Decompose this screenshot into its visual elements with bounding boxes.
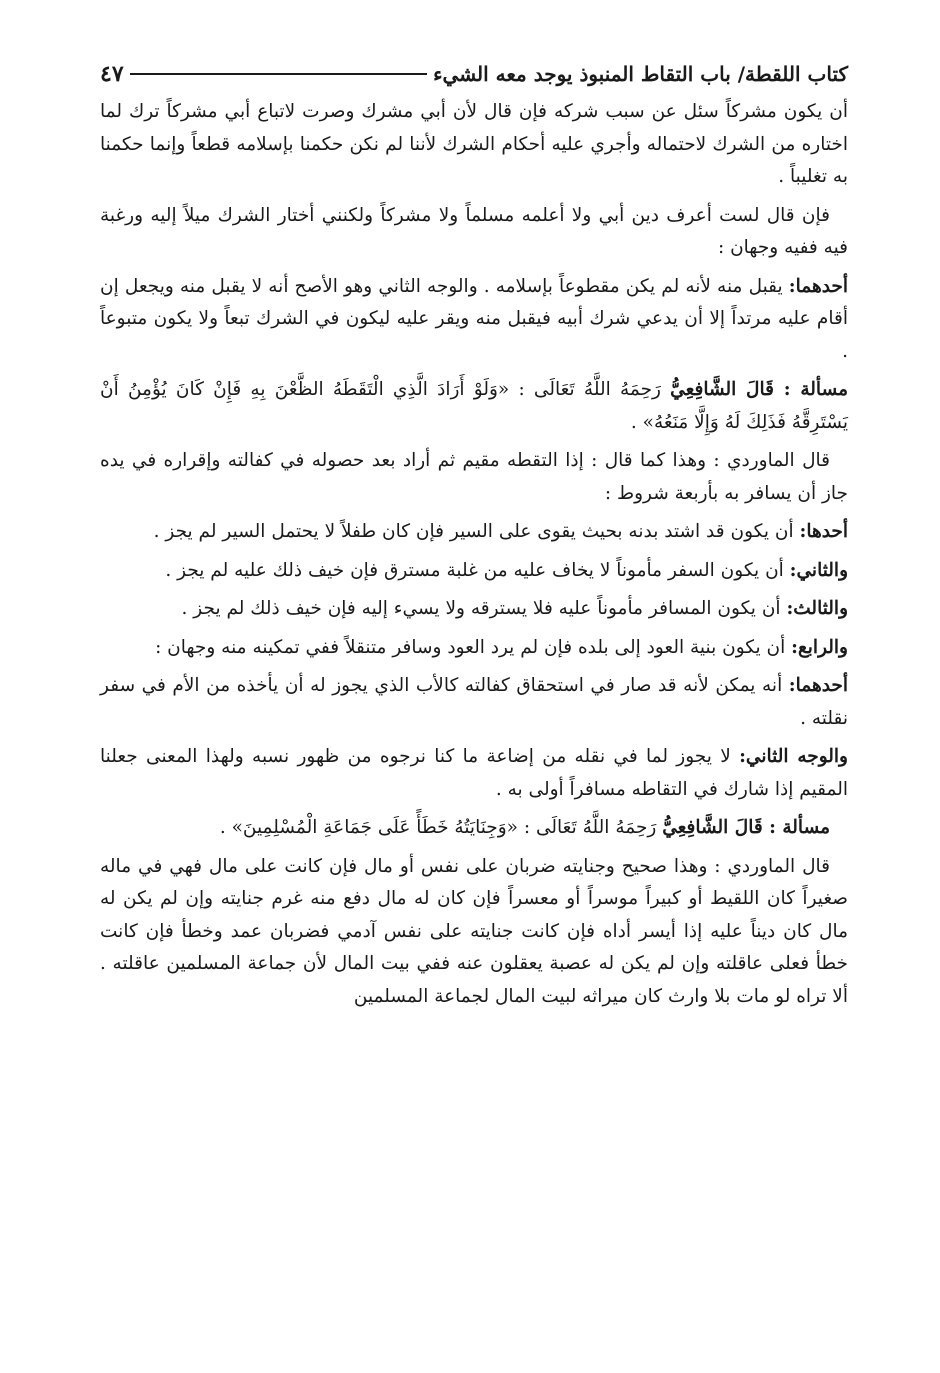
paragraph [100, 445, 848, 510]
paragraph-lead: والثاني: [789, 559, 848, 581]
paragraph [100, 851, 848, 1014]
paragraph-text: أن يكون المسافر مأموناً عليه فلا يسترقه ولا يسيء إليه فإن خيف ذلك لم يجز . [181, 598, 787, 619]
paragraph-text: فإن قال لست أعرف دين أبي ولا أعلمه مسلماً ولا مشركاً ولكنني أختار الشرك ميلاً إليه ورغبة فيه ففيه وجهان : [100, 204, 848, 258]
paragraph [100, 96, 848, 194]
paragraph-text: رَحِمَهُ اللَّهُ تَعَالَى : «وَجِنَايَتُهُ خَطَأً عَلَى جَمَاعَةِ الْمُسْلِمِينَ» . [219, 817, 663, 838]
masala-paragraph [100, 374, 848, 439]
paragraph [100, 555, 848, 588]
paragraph [100, 271, 848, 369]
running-header [100, 52, 848, 96]
paragraph-text: لا يجوز لما في نقله من إضاعة ما كنا نرجوه من ظهور نسبه ولهذا المعنى جعلنا المقيم إذا شارك في التقاطه مسافراً أولى به . [100, 746, 848, 800]
paragraph-lead: والثالث: [786, 598, 848, 619]
paragraph [100, 670, 848, 735]
paragraph-lead: أحدهما: [788, 275, 848, 297]
paragraph-text: قال الماوردي : وهذا كما قال : إذا التقطه مقيم ثم أراد بعد حصوله في كفالته وإقراره في يده جاز أن يسافر به بأربعة شروط : [100, 450, 848, 504]
paragraph-lead: مسألة : قَالَ الشَّافِعِيُّ [662, 817, 830, 838]
paragraph [100, 632, 848, 665]
paragraph [100, 200, 848, 265]
paragraph-lead: أحدها: [799, 521, 848, 542]
book-page [100, 52, 848, 1019]
header-title: كتاب اللقطة/ باب التقاط المنبوذ يوجد معه الشيء [433, 62, 848, 86]
paragraph-text: رَحِمَهُ اللَّهُ تَعَالَى : «وَلَوْ أَرَادَ الَّذِي الْتَقَطَهُ الظَّعْنَ بِهِ فَإِنْ كَانَ يُؤْمِنُ أَنْ يَسْتَرِقَّهُ فَذَلِكَ لَهُ وَإِلَّا مَنَعُهُ» . [100, 379, 848, 433]
page-body [100, 96, 848, 1013]
paragraph-text: أنه يمكن لأنه قد صار في استحقاق كفالته كالأب الذي يجوز له أن يأخذه من الأم في سفر نقلته . [100, 675, 848, 729]
header-rule [130, 73, 428, 75]
paragraph-lead: أحدهما: [788, 675, 848, 696]
paragraph-text: يقبل منه لأنه لم يكن مقطوعاً بإسلامه . والوجه الثاني وهو الأصح أنه لا يقبل منه ويجعل إن أقام عليه مرتداً إلا أن يدعي شرك أبيه فيقبل منه ويقر عليه ليكون في الشرك تبعاً ولا يكون متبوعاً . [100, 275, 848, 362]
paragraph-text: أن يكون مشركاً سئل عن سبب شركه فإن قال لأن أبي مشرك وصرت لاتباع أبي مشركاً ترك لما اختاره من الشرك لاحتماله وأجري عليه أحكام الشرك لأننا لم نكن حكمنا بإسلامه قطعاً وإنما حكمنا به تغليباً . [100, 101, 848, 187]
masala-paragraph [100, 812, 848, 845]
paragraph [100, 741, 848, 806]
paragraph [100, 593, 848, 626]
paragraph-text: أن يكون السفر مأموناً لا يخاف عليه من غلبة مسترق فإن خيف ذلك عليه لم يجز . [165, 559, 790, 581]
paragraph-lead: والرابع: [791, 636, 848, 658]
paragraph-lead: والوجه الثاني: [739, 746, 848, 767]
paragraph-text: أن يكون بنية العود إلى بلده فإن لم يرد العود وسافر متنقلاً ففي تمكينه منه وجهان : [155, 636, 792, 658]
paragraph [100, 516, 848, 549]
paragraph-text: أن يكون قد اشتد بدنه بحيث يقوى على السير فإن كان طفلاً لا يحتمل السير لم يجز . [153, 521, 800, 542]
paragraph-lead: مسألة : قَالَ الشَّافِعِيُّ [670, 379, 848, 400]
paragraph-text: قال الماوردي : وهذا صحيح وجنايته ضربان على نفس أو مال فإن كانت على مال فهي في ماله صغيراً كان اللقيط أو كبيراً موسراً أو معسراً فإن كان له مال دفع منه غرم جنايته وإن لم يكن له مال كان ديناً عليه إذا أيسر أداه فإن كانت جنايته على نفس آدمي فضربان عمد وخطأ فإن كانت خطأ فعلى عاقلته وإن لم يكن له عصبة يعقلون عنه ففي بيت المال لأن جماعة المسلمين عاقلته . ألا تراه لو مات بلا وارث كان ميراثه لبيت المال لجماعة المسلمين [100, 855, 848, 1007]
page-number: ٤٧ [100, 61, 124, 87]
